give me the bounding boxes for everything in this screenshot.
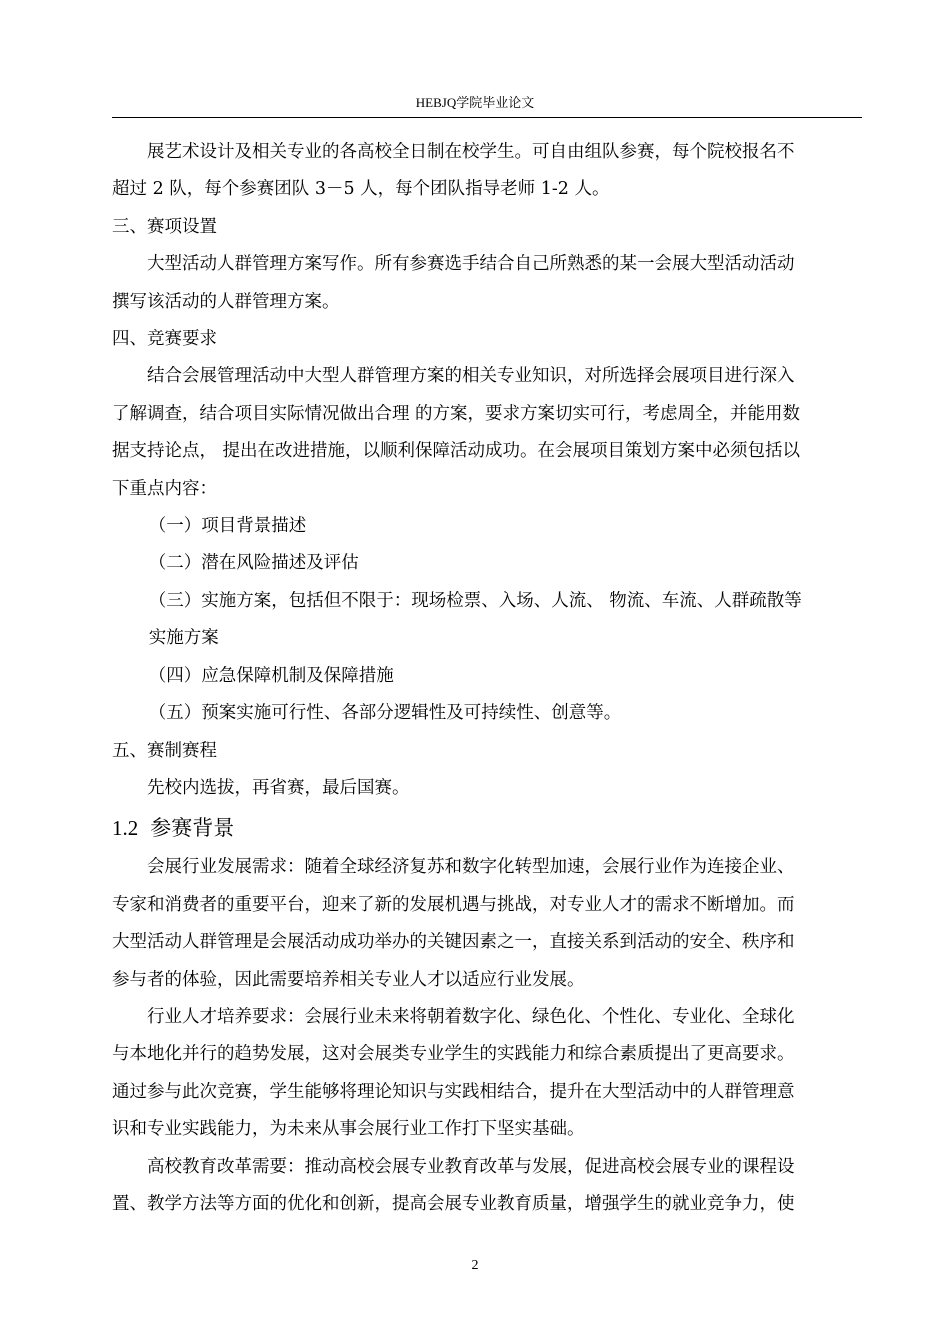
paragraph-line: 会展行业发展需求：随着全球经济复苏和数字化转型加速，会展行业作为连接企业、 xyxy=(147,857,795,878)
paragraph-line: 识和专业实践能力，为未来从事会展行业工作打下坚实基础。 xyxy=(112,1119,585,1140)
section-heading: 四、竞赛要求 xyxy=(112,329,217,350)
paragraph-line: 大型活动人群管理方案写作。所有参赛选手结合自己所熟悉的某一会展大型活动活动 xyxy=(147,254,795,275)
paragraph-line: 专家和消费者的重要平台，迎来了新的发展机遇与挑战，对专业人才的需求不断增加。而 xyxy=(112,894,795,915)
paragraph-line: 参与者的体验，因此需要培养相关专业人才以适应行业发展。 xyxy=(112,969,585,990)
paragraph-line: 置、教学方法等方面的优化和创新，提高会展专业教育质量，增强学生的就业竞争力，使 xyxy=(112,1193,795,1214)
document-body xyxy=(112,134,862,1223)
subsection-number: 1.2 xyxy=(112,816,139,841)
list-item: （一）项目背景描述 xyxy=(148,516,307,537)
paragraph-line: 下重点内容： xyxy=(112,478,217,499)
list-item-continuation: 实施方案 xyxy=(148,628,219,649)
paragraph-line: 超过 2 队，每个参赛团队 3－5 人，每个团队指导老师 1-2 人。 xyxy=(112,179,610,200)
subsection-title: 参赛背景 xyxy=(150,816,235,841)
list-item: （二）潜在风险描述及评估 xyxy=(148,553,359,574)
paragraph-line: 与本地化并行的趋势发展，这对会展类专业学生的实践能力和综合素质提出了更高要求。 xyxy=(112,1044,795,1065)
paragraph-line: 通过参与此次竞赛，学生能够将理论知识与实践相结合，提升在大型活动中的人群管理意 xyxy=(112,1081,795,1102)
page-number: 2 xyxy=(471,1258,479,1273)
paragraph-line: 据支持论点， 提出在改进措施，以顺利保障活动成功。在会展项目策划方案中必须包括以 xyxy=(112,441,801,462)
paragraph-line: 结合会展管理活动中大型人群管理方案的相关专业知识，对所选择会展项目进行深入 xyxy=(147,366,795,387)
header-divider xyxy=(112,117,862,118)
paragraph-line: 先校内选拔，再省赛，最后国赛。 xyxy=(147,777,410,798)
list-item: （三）实施方案，包括但不限于：现场检票、入场、人流、 物流、车流、人群疏散等 xyxy=(148,590,802,611)
paragraph-line: 展艺术设计及相关专业的各高校全日制在校学生。可自由组队参赛，每个院校报名不 xyxy=(147,142,795,162)
paragraph-line: 行业人才培养要求：会展行业未来将朝着数字化、绿色化、个性化、专业化、全球化 xyxy=(147,1006,795,1027)
paragraph-line: 高校教育改革需要：推动高校会展专业教育改革与发展，促进高校会展专业的课程设 xyxy=(147,1156,795,1177)
running-header: HEBJQ学院毕业论文 xyxy=(415,95,535,110)
paragraph-line: 撰写该活动的人群管理方案。 xyxy=(112,291,340,312)
section-heading: 三、赛项设置 xyxy=(112,216,217,237)
list-item: （五）预案实施可行性、各部分逻辑性及可持续性、创意等。 xyxy=(148,703,622,724)
paragraph-line: 大型活动人群管理是会展活动成功举办的关键因素之一，直接关系到活动的安全、秩序和 xyxy=(112,932,795,953)
section-heading: 五、赛制赛程 xyxy=(112,740,217,761)
subsection-heading xyxy=(112,807,862,849)
list-item: （四）应急保障机制及保障措施 xyxy=(148,665,394,686)
paragraph-line: 了解调查，结合项目实际情况做出合理 的方案，要求方案切实可行，考虑周全，并能用数 xyxy=(112,403,801,424)
